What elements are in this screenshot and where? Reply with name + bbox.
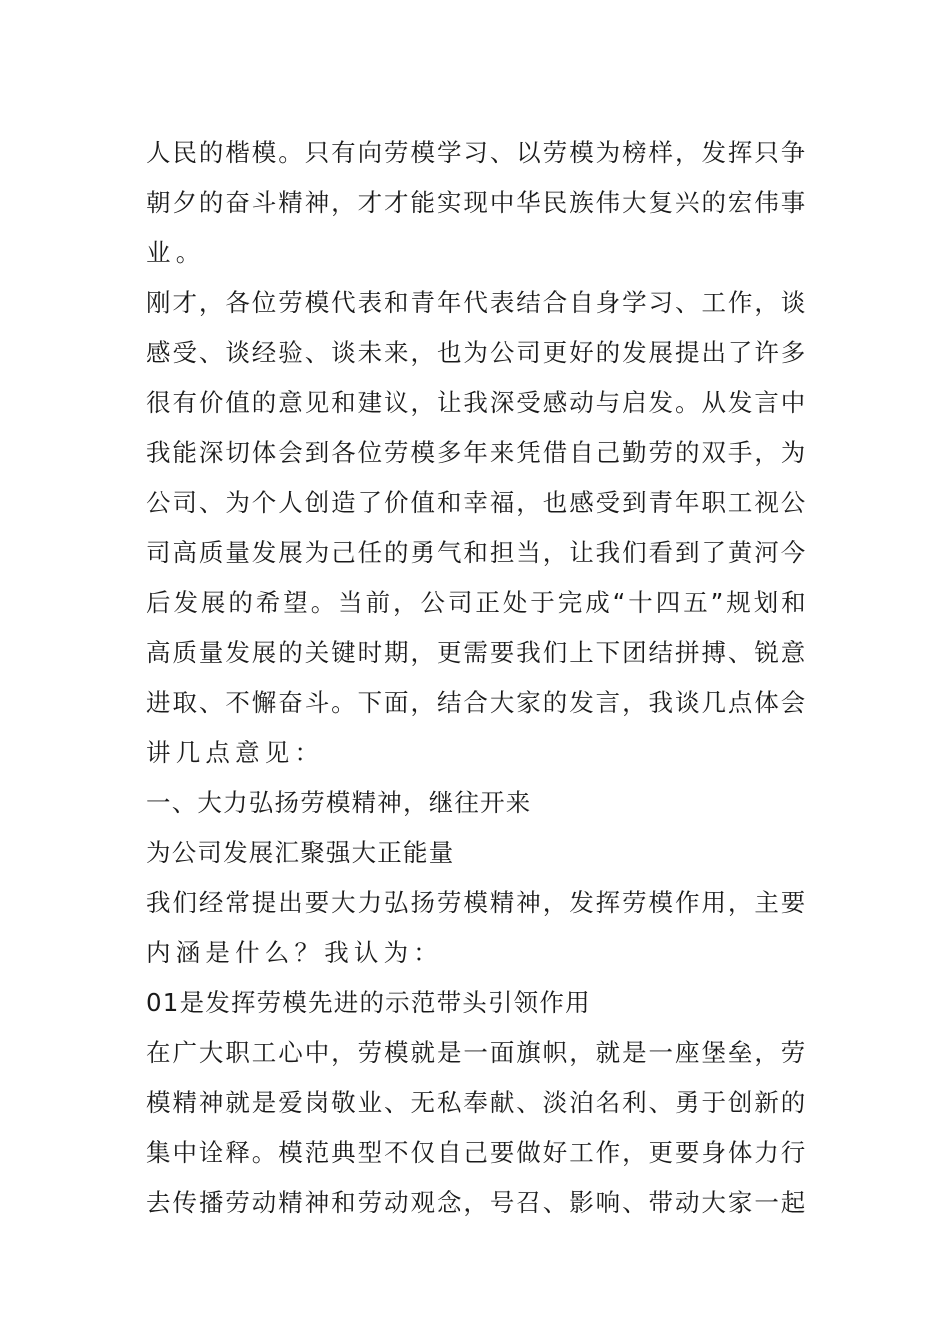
text-line: 人民的楷模。只有向劳模学习、以劳模为榜样，发挥只争 [146, 138, 808, 167]
text-line: 进取、不懈奋斗。下面，结合大家的发言，我谈几点体会 [146, 688, 808, 717]
text-line: 高质量发展的关键时期，更需要我们上下团结拼搏、锐意 [146, 638, 808, 667]
text-line: 感受、谈经验、谈未来，也为公司更好的发展提出了许多 [146, 338, 808, 367]
text-line: 后发展的希望。当前，公司正处于完成“十四五”规划和 [146, 588, 809, 617]
text-line: 很有价值的意见和建议，让我深受感动与启发。从发言中 [146, 388, 808, 417]
text-line: 我们经常提出要大力弘扬劳模精神，发挥劳模作用，主要 [146, 888, 808, 917]
text-line: 公司、为个人创造了价值和幸福，也感受到青年职工视公 [146, 488, 808, 517]
text-line: 司高质量发展为己任的勇气和担当，让我们看到了黄河今 [146, 538, 808, 567]
text-line: 刚才，各位劳模代表和青年代表结合自身学习、工作，谈 [146, 288, 808, 317]
section-heading-continued: 为公司发展汇聚强大正能量 [146, 838, 455, 867]
document-body [146, 128, 812, 1228]
text-line: 内涵是什么？我认为： [146, 938, 443, 967]
text-line: 业。 [146, 238, 206, 267]
text-line: 讲几点意见： [146, 738, 325, 767]
text-line: 去传播劳动精神和劳动观念，号召、影响、带动大家一起 [146, 1188, 808, 1217]
text-line: 在广大职工心中，劳模就是一面旗帜，就是一座堡垒，劳 [146, 1038, 808, 1067]
text-line: 朝夕的奋斗精神，才才能实现中华民族伟大复兴的宏伟事 [146, 188, 808, 217]
subsection-heading: 01是发挥劳模先进的示范带头引领作用 [146, 988, 591, 1017]
text-line: 集中诠释。模范典型不仅自己要做好工作，更要身体力行 [146, 1138, 808, 1167]
text-line: 我能深切体会到各位劳模多年来凭借自己勤劳的双手，为 [146, 438, 808, 467]
text-line: 模精神就是爱岗敬业、无私奉献、淡泊名利、勇于创新的 [146, 1088, 808, 1117]
section-heading: 一、大力弘扬劳模精神，继往开来 [146, 788, 532, 817]
